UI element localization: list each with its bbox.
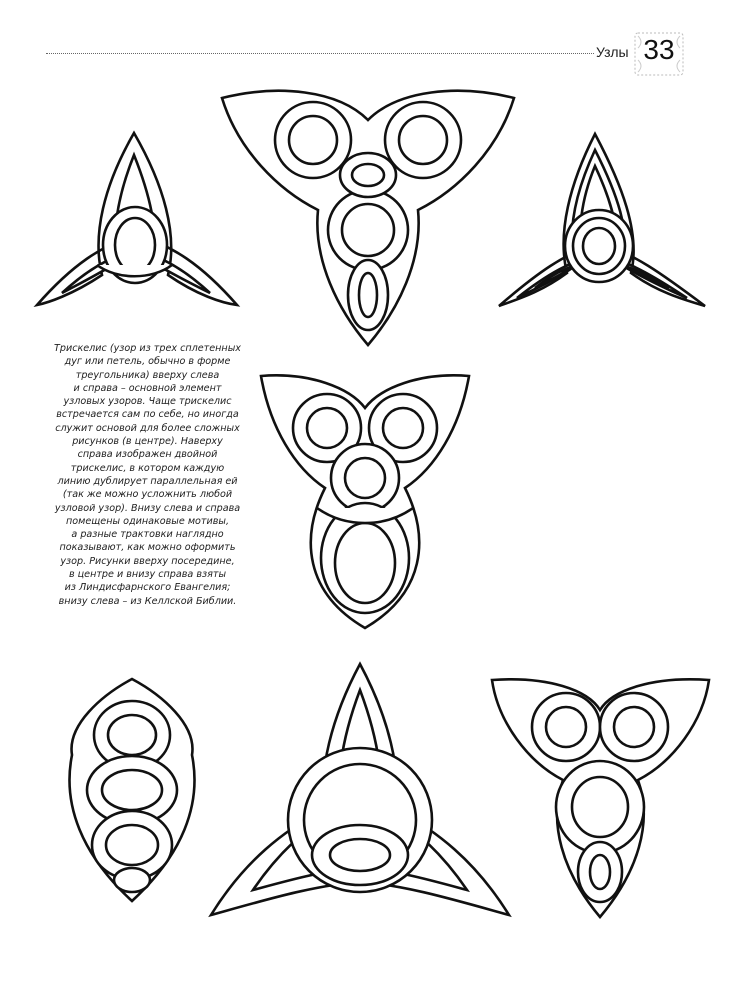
page-number-badge: [634, 32, 684, 76]
interlaced-triangle-knot-icon: [218, 80, 518, 350]
header-dotted-rule: [46, 53, 594, 54]
illustration-caption: Трискелис (узор из трех сплетенных дуг или петель, обычно в форме треугольника) вверху слева и справа – основной элемент узловых узоров. Чаще трискелис встречается сам по себе, но иногда служит основой для более сложных рисунков (в центре). Наверху справа изображен двойной трискелис, в котором каждую линию дублирует параллельная ей (так же можно усложнить любой узловой узор). Внизу слева и справа помещены одинаковые мотивы, а разные трактовки наглядно показывают, как можно оформить узор. Рисунки вверху посередине, в центре и внизу справа взяты из Линдисфарнского Евангелия; внизу слева – из Келлской Библии.: [54, 343, 241, 607]
page-number: 33: [643, 34, 675, 65]
triquetra-knot-icon: [32, 125, 242, 310]
large-triquetra-circle-knot-icon: [205, 660, 515, 922]
triangular-knot-icon: [488, 672, 713, 922]
section-title: Узлы: [596, 44, 629, 60]
double-triquetra-knot-icon: [495, 128, 710, 313]
vertical-knot-icon: [62, 675, 202, 905]
complex-interlace-knot-icon: [255, 368, 475, 633]
